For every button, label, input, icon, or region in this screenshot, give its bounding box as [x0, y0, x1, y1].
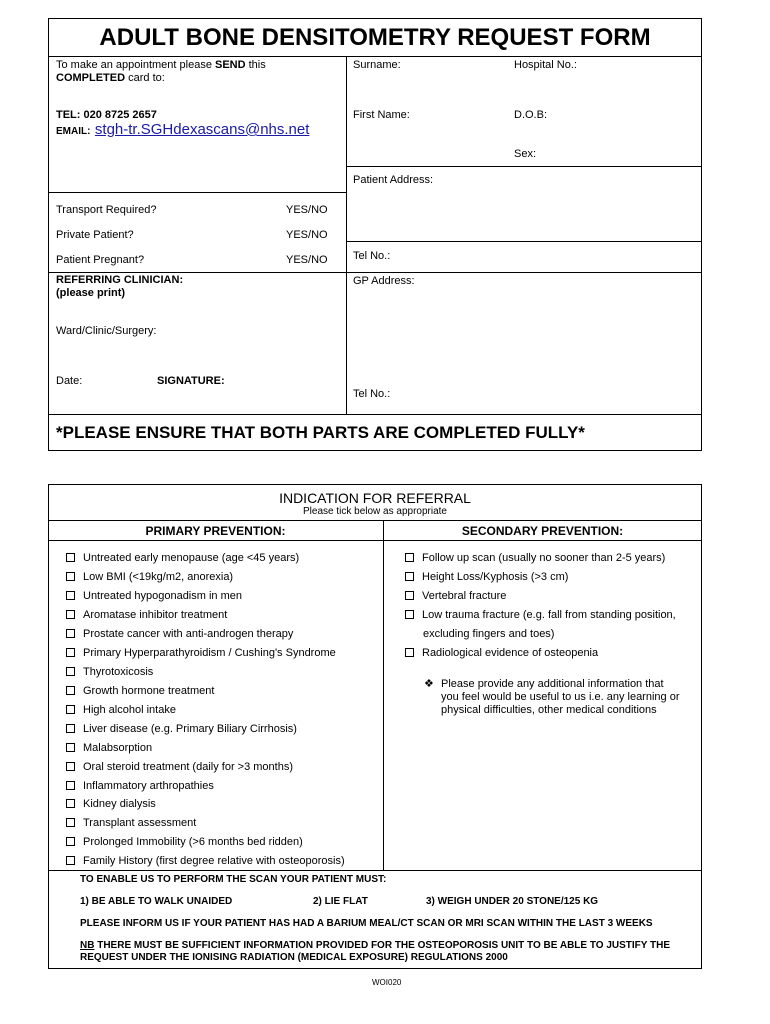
item-label: Liver disease (e.g. Primary Biliary Cirrhosis) — [83, 723, 297, 735]
inform-notice: PLEASE INFORM US IF YOUR PATIENT HAS HAD A BARIUM MEAL/CT SCAN OR MRI SCAN WITHIN THE LAST 3 WEEKS — [80, 918, 653, 929]
item-label: Aromatase inhibitor treatment — [83, 609, 228, 621]
item-label: Follow up scan (usually no sooner than 2-5 years) — [422, 552, 666, 564]
item-label: Radiological evidence of osteopenia — [422, 647, 599, 659]
item-label: Family History (first degree relative with osteoporosis) — [83, 855, 345, 867]
scan-requirements-heading: TO ENABLE US TO PERFORM THE SCAN YOUR PATIENT MUST: — [80, 874, 387, 885]
send-emphasis: SEND — [215, 59, 246, 71]
transport-yes-no[interactable]: YES/NO — [286, 204, 328, 216]
item-label: Height Loss/Kyphosis (>3 cm) — [422, 571, 569, 583]
item-label: Untreated early menopause (age <45 years) — [83, 552, 300, 564]
checkbox-icon[interactable] — [405, 591, 414, 600]
primary-item[interactable] — [66, 609, 227, 622]
primary-heading: PRIMARY PREVENTION: — [145, 524, 286, 538]
divider — [48, 540, 702, 541]
checkbox-icon[interactable] — [66, 553, 75, 562]
divider — [48, 56, 702, 57]
nb-text: THERE MUST BE SUFFICIENT INFORMATION PROVIDED FOR THE OSTEOPOROSIS UNIT TO BE ABLE TO JUSTIFY THE — [94, 940, 671, 951]
primary-item[interactable] — [66, 798, 156, 811]
item-label: Prolonged Immobility (>6 months bed ridden) — [83, 836, 303, 848]
item-label: Kidney dialysis — [83, 798, 156, 810]
divider — [48, 520, 702, 521]
dob-label: D.O.B: — [514, 109, 548, 121]
requirement-walk: 1) BE ABLE TO WALK UNAIDED — [80, 896, 233, 907]
secondary-heading: SECONDARY PREVENTION: — [461, 524, 624, 538]
primary-item[interactable] — [66, 817, 196, 830]
item-label: Primary Hyperparathyroidism / Cushing's Syndrome — [83, 647, 336, 659]
primary-item[interactable] — [66, 723, 297, 736]
checkbox-icon[interactable] — [66, 743, 75, 752]
checkbox-icon[interactable] — [66, 818, 75, 827]
divider — [383, 520, 384, 870]
divider — [48, 414, 702, 415]
primary-item[interactable] — [66, 780, 214, 793]
primary-item[interactable] — [66, 628, 293, 641]
checkbox-icon[interactable] — [66, 799, 75, 808]
requirement-weight: 3) WEIGH UNDER 20 STONE/125 KG — [426, 896, 599, 907]
secondary-item[interactable] — [405, 571, 568, 584]
item-label: Thyrotoxicosis — [83, 666, 154, 678]
private-question: Private Patient? — [56, 229, 134, 241]
checkbox-icon[interactable] — [66, 686, 75, 695]
please-print-label: (please print) — [56, 287, 126, 299]
diamond-bullet-icon: ❖ — [424, 678, 434, 690]
primary-item[interactable] — [66, 685, 214, 698]
checkbox-icon[interactable] — [66, 610, 75, 619]
nb-label: NB — [80, 940, 95, 951]
primary-item[interactable] — [66, 571, 233, 584]
secondary-item[interactable] — [405, 647, 598, 660]
checkbox-icon[interactable] — [66, 724, 75, 733]
email-link[interactable]: stgh-tr.SGHdexascans@nhs.net — [94, 121, 310, 138]
surname-label: Surname: — [353, 59, 401, 71]
secondary-item[interactable] — [405, 552, 665, 565]
sex-label: Sex: — [514, 148, 537, 160]
appointment-instructions — [56, 59, 341, 85]
primary-item[interactable] — [66, 590, 242, 603]
first-name-label: First Name: — [353, 109, 410, 121]
form-code: WOI020 — [372, 978, 402, 987]
note-line: physical difficulties, other medical conditions — [441, 704, 657, 716]
nb-text: REQUEST UNDER THE IONISING RADIATION (MEDICAL EXPOSURE) REGULATIONS 2000 — [80, 952, 508, 963]
signature-label: SIGNATURE: — [157, 375, 225, 387]
checkbox-icon[interactable] — [66, 762, 75, 771]
checkbox-icon[interactable] — [66, 781, 75, 790]
appointment-text: To make an appointment please — [56, 59, 215, 71]
patient-address-label: Patient Address: — [353, 174, 434, 186]
transport-question: Transport Required? — [56, 204, 157, 216]
item-label: Low trauma fracture (e.g. fall from standing position, — [422, 609, 676, 621]
primary-item[interactable] — [66, 666, 153, 679]
divider — [48, 870, 702, 871]
completed-emphasis: COMPLETED — [56, 72, 126, 84]
checkbox-icon[interactable] — [66, 629, 75, 638]
item-label: Malabsorption — [83, 742, 153, 754]
item-label: Untreated hypogonadism in men — [83, 590, 242, 602]
divider — [48, 272, 702, 273]
item-label: Prostate cancer with anti-androgen therapy — [83, 628, 294, 640]
date-label: Date: — [56, 375, 83, 387]
checkbox-icon[interactable] — [405, 610, 414, 619]
email-label: EMAIL: — [56, 126, 91, 137]
checkbox-icon[interactable] — [66, 648, 75, 657]
secondary-item-continuation: excluding fingers and toes) — [423, 628, 555, 640]
checkbox-icon[interactable] — [66, 837, 75, 846]
appointment-text: card to: — [125, 72, 165, 84]
item-label: High alcohol intake — [83, 704, 176, 716]
patient-tel-label: Tel No.: — [353, 250, 391, 262]
secondary-item[interactable] — [405, 590, 506, 603]
referral-title: INDICATION FOR REFERRAL — [279, 490, 471, 506]
divider — [346, 166, 702, 167]
gp-address-label: GP Address: — [353, 275, 415, 287]
checkbox-icon[interactable] — [66, 667, 75, 676]
item-label: Oral steroid treatment (daily for >3 months) — [83, 761, 293, 773]
checkbox-icon[interactable] — [66, 572, 75, 581]
pregnant-question: Patient Pregnant? — [56, 254, 145, 266]
primary-item[interactable] — [66, 836, 303, 849]
divider — [346, 56, 347, 414]
referring-clinician-label: REFERRING CLINICIAN: — [56, 274, 184, 286]
nb-notice — [80, 940, 670, 964]
item-label: Growth hormone treatment — [83, 685, 215, 697]
additional-info-note — [441, 678, 679, 717]
checkbox-icon[interactable] — [405, 553, 414, 562]
gp-tel-label: Tel No.: — [353, 388, 391, 400]
item-label: Vertebral fracture — [422, 590, 507, 602]
contact-tel: TEL: 020 8725 2657 — [56, 109, 157, 121]
checkbox-icon[interactable] — [405, 648, 414, 657]
checkbox-icon[interactable] — [66, 705, 75, 714]
referral-subtitle: Please tick below as appropriate — [303, 506, 447, 517]
item-label: Low BMI (<19kg/m2, anorexia) — [83, 571, 234, 583]
ensure-notice: *PLEASE ENSURE THAT BOTH PARTS ARE COMPLETED FULLY* — [56, 423, 585, 442]
requirement-lie-flat: 2) LIE FLAT — [313, 896, 368, 907]
divider — [48, 192, 346, 193]
form-title: ADULT BONE DENSITOMETRY REQUEST FORM — [99, 24, 651, 51]
appointment-text: this — [245, 59, 266, 71]
primary-item[interactable] — [66, 704, 176, 717]
primary-item[interactable] — [66, 855, 345, 868]
primary-item[interactable] — [66, 742, 152, 755]
pregnant-yes-no[interactable]: YES/NO — [286, 254, 328, 266]
ward-label: Ward/Clinic/Surgery: — [56, 325, 157, 337]
contact-email — [56, 121, 309, 139]
primary-item[interactable] — [66, 552, 299, 565]
hospital-no-label: Hospital No.: — [514, 59, 577, 71]
note-line: you feel would be useful to us i.e. any learning or — [441, 691, 680, 703]
secondary-item[interactable] — [405, 609, 676, 622]
checkbox-icon[interactable] — [66, 591, 75, 600]
primary-item[interactable] — [66, 761, 293, 774]
divider — [346, 241, 702, 242]
checkbox-icon[interactable] — [66, 856, 75, 865]
private-yes-no[interactable]: YES/NO — [286, 229, 328, 241]
note-line: Please provide any additional information that — [441, 678, 664, 690]
item-label: Transplant assessment — [83, 817, 197, 829]
checkbox-icon[interactable] — [405, 572, 414, 581]
primary-item[interactable] — [66, 647, 336, 660]
item-label: Inflammatory arthropathies — [83, 780, 214, 792]
